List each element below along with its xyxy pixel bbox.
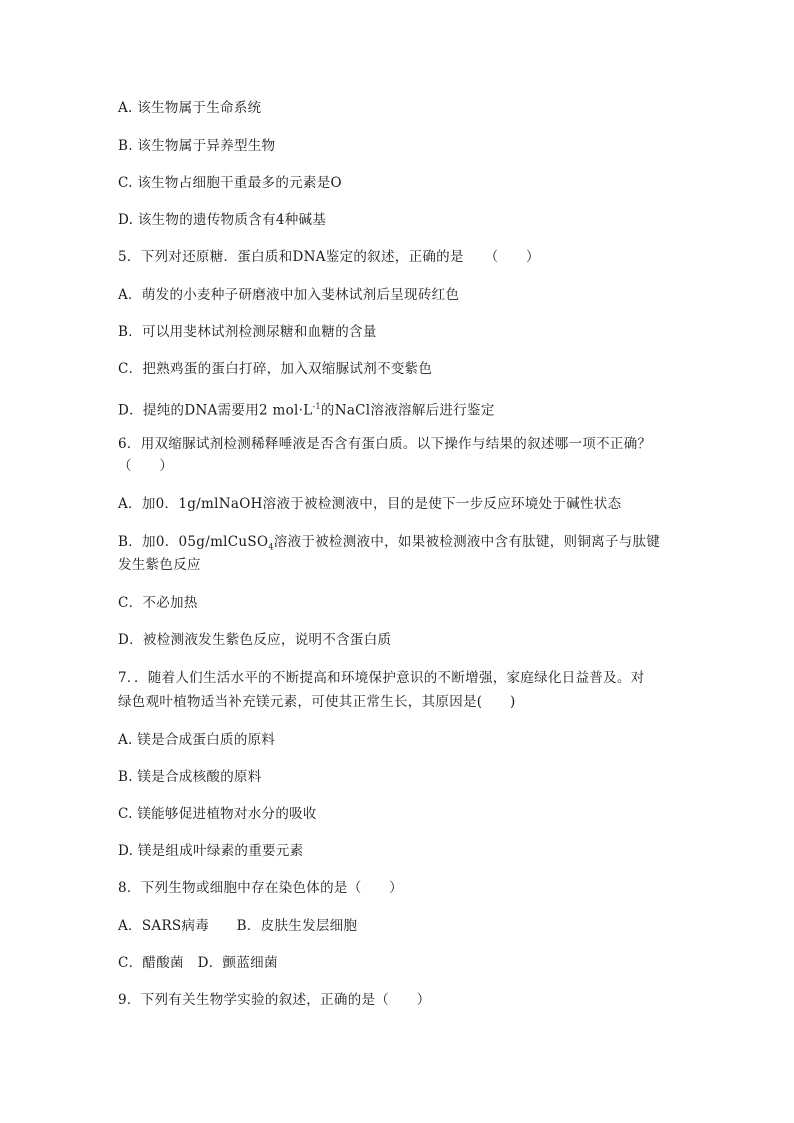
option-c-line: C. 该生物占细胞干重最多的元素是O [118, 175, 342, 191]
q6-option-b-text-2: 溶液于被检测液中，如果被检测液中含有肽键，则铜离子与肽键 [273, 534, 661, 550]
q5-option-d [118, 396, 678, 422]
q5-option-b: B．可以用斐林试剂检测尿糖和血糖的含量 [118, 324, 377, 340]
q6-option-c: C．不必加热 [118, 595, 198, 611]
q6-option-b-cont: 发生紫色反应 [118, 557, 201, 573]
q7-option-a: A. 镁是合成蛋白质的原料 [118, 732, 276, 748]
question-5-stem: 5．下列对还原糖．蛋白质和DNA鉴定的叙述，正确的是 （ ） [118, 249, 540, 265]
q6-option-d: D．被检测液发生紫色反应，说明不含蛋白质 [118, 632, 392, 648]
question-7-stem: 7．．随着人们生活水平的不断提高和环境保护意识的不断增强，家庭绿化日益普及。对 [118, 670, 645, 686]
question-6-paren: （ ） [118, 458, 174, 474]
q7-option-c: C. 镁能够促进植物对水分的吸收 [118, 806, 317, 822]
question-8-stem: 8．下列生物或细胞中存在染色体的是（ ） [118, 880, 403, 896]
q6-option-a: A．加0．1g/mlNaOH溶液于被检测液中，目的是使下一步反应环境处于碱性状态 [118, 496, 622, 512]
q6-option-b-subscript: 4 [268, 542, 274, 552]
question-9-stem: 9．下列有关生物学实验的叙述，正确的是（ ） [118, 992, 431, 1008]
q5-option-d-text-1: D．提纯的DNA需要用2 mol·L [118, 402, 313, 419]
q8-options-cd: C．醋酸菌 D．颤蓝细菌 [118, 955, 278, 971]
option-d-line: D. 该生物的遗传物质含有4种碱基 [118, 212, 327, 228]
q8-options-ab: A．SARS病毒 B．皮肤生发层细胞 [118, 918, 358, 934]
q5-option-c: C．把熟鸡蛋的蛋白打碎，加入双缩脲试剂不变紫色 [118, 361, 433, 377]
option-b-line: B. 该生物属于异养型生物 [118, 138, 276, 154]
q7-option-b: B. 镁是合成核酸的原料 [118, 769, 262, 785]
question-7-stem-cont: 绿色观叶植物适当补充镁元素，可使其正常生长，其原因是( ) [118, 694, 516, 710]
q5-option-d-text-2: 的NaCl溶液溶解后进行鉴定 [320, 402, 495, 419]
q5-option-d-superscript: -1 [312, 402, 321, 411]
option-a-line: A. 该生物属于生命系统 [118, 100, 262, 116]
q6-option-b-text-1: B．加0．05g/mlCuSO [118, 534, 269, 550]
question-6-stem: 6．用双缩脲试剂检测稀释唾液是否含有蛋白质。以下操作与结果的叙述哪一项不正确？ [118, 436, 652, 452]
q5-option-a: A．萌发的小麦种子研磨液中加入斐林试剂后呈现砖红色 [118, 287, 460, 303]
q7-option-d: D. 镁是组成叶绿素的重要元素 [118, 843, 304, 859]
